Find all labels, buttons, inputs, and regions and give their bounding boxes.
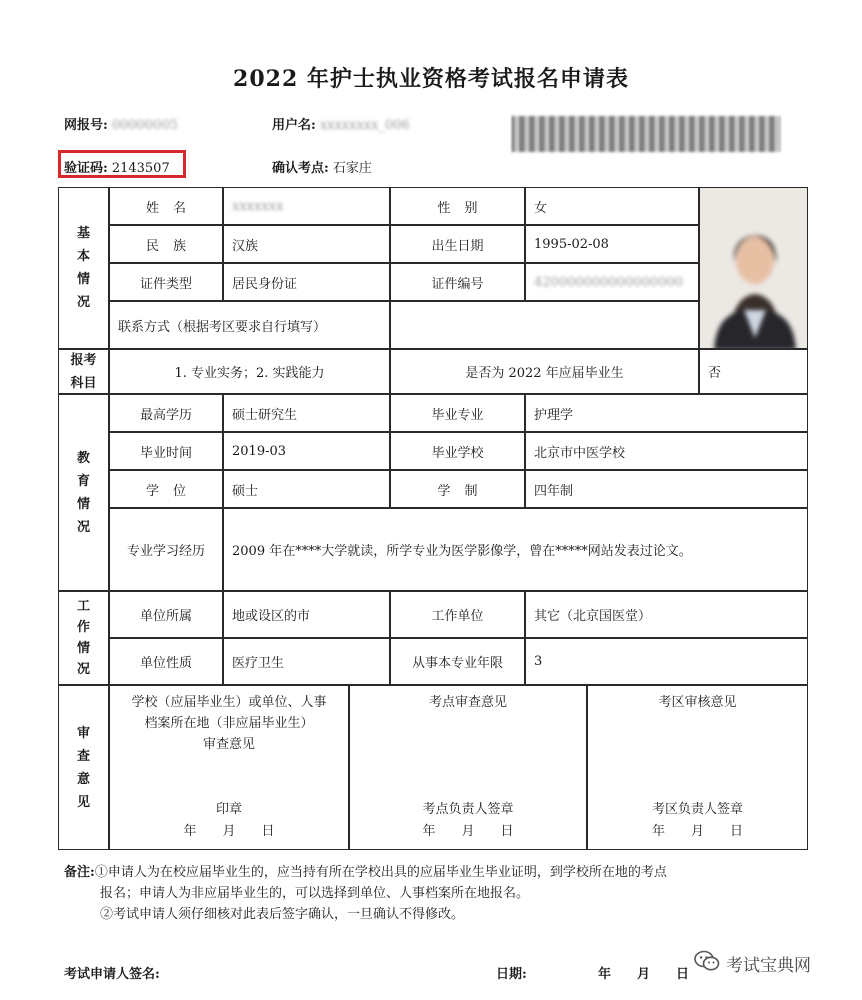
review-exam-area <box>587 685 808 850</box>
remarks-label: 备注: <box>64 865 95 880</box>
net-no-field <box>64 114 178 133</box>
unit-nature-value: 医疗卫生 <box>223 638 390 685</box>
footer-date: 年 月 日 <box>598 967 690 982</box>
review-school-unit <box>109 685 349 850</box>
subject-value: 1. 专业实务；2. 实践能力 <box>109 349 390 394</box>
review-col1-line2: 档案所在地（非应届毕业生） <box>144 716 314 731</box>
review-col3-date: 年 月 日 <box>651 824 743 839</box>
form-title: 2022 年护士执业资格考试报名申请表 <box>233 66 629 92</box>
contact-value <box>390 301 699 349</box>
gender-value: 女 <box>525 187 699 225</box>
remarks <box>64 862 667 925</box>
footer-date-label: 日期: <box>496 967 527 982</box>
verify-code-field <box>64 157 170 176</box>
watermark-text: 考试宝典网 <box>726 956 811 976</box>
idtype-value: 居民身份证 <box>223 263 390 301</box>
barcode <box>512 116 780 152</box>
watermark <box>694 950 811 977</box>
major-value: 护理学 <box>525 394 808 432</box>
review-col1-date: 年 月 日 <box>183 824 275 839</box>
unit-label: 单位所属 <box>109 591 223 638</box>
review-col1-line1: 学校（应届毕业生）或单位、人事 <box>131 695 327 710</box>
section-work: 工作情况 <box>58 591 109 685</box>
net-no-label: 网报号: <box>64 118 108 133</box>
remarks-line1: ①申请人为在校应届毕业生的，应当持有所在学校出具的应届毕业生毕业证明，到学校所在地的考点 <box>94 865 667 880</box>
grad-time-label: 毕业时间 <box>109 432 223 470</box>
fresh-graduate-label: 是否为 2022 年应届毕业生 <box>390 349 699 394</box>
review-col3-title: 考区审核意见 <box>658 695 737 710</box>
name-value: xxxxxxx <box>223 187 390 225</box>
review-col2-title: 考点审查意见 <box>428 695 507 710</box>
verify-code-value: 2143507 <box>111 161 170 176</box>
birth-label: 出生日期 <box>390 225 525 263</box>
degree-label: 最高学历 <box>109 394 223 432</box>
remarks-line2: 报名；申请人为非应届毕业生的，可以选择到单位、人事档案所在地报名。 <box>100 886 530 901</box>
fresh-graduate-value: 否 <box>699 349 808 394</box>
exam-site-value: 石家庄 <box>332 161 372 176</box>
idno-value: 420000000000000000 <box>525 263 699 301</box>
degree-value: 硕士研究生 <box>223 394 390 432</box>
section-education: 教育情况 <box>58 394 109 591</box>
workplace-label: 工作单位 <box>390 591 525 638</box>
xuezhi-label: 学制 <box>390 470 525 508</box>
work-years-value: 3 <box>525 638 808 685</box>
idno-label: 证件编号 <box>390 263 525 301</box>
net-no-value: 00000005 <box>111 118 178 133</box>
section-basic: 基本情况 <box>58 187 109 349</box>
username-label: 用户名: <box>272 118 316 133</box>
section-review: 审查意见 <box>58 685 109 850</box>
xuewei-value: 硕士 <box>223 470 390 508</box>
username-value: xxxxxxxx_006 <box>319 118 410 133</box>
review-col2-sign: 考点负责人签章 <box>422 802 514 817</box>
grad-time-value: 2019-03 <box>223 432 390 470</box>
ethnic-value: 汉族 <box>223 225 390 263</box>
wechat-icon <box>694 950 720 977</box>
seal-label: 印章 <box>215 802 242 817</box>
major-label: 毕业专业 <box>390 394 525 432</box>
applicant-signature-label: 考试申请人签名: <box>64 967 160 982</box>
workplace-value: 其它（北京国医堂） <box>525 591 808 638</box>
review-col3-sign: 考区负责人签章 <box>651 802 743 817</box>
ethnic-label: 民族 <box>109 225 223 263</box>
review-exam-site <box>349 685 587 850</box>
idtype-label: 证件类型 <box>109 263 223 301</box>
verify-code-label: 验证码: <box>64 161 108 176</box>
school-label: 毕业学校 <box>390 432 525 470</box>
name-label: 姓名 <box>109 187 223 225</box>
section-subject: 报考科目 <box>58 349 109 394</box>
remarks-line3: ②考试申请人须仔细核对此表后签字确认，一旦确认不得修改。 <box>100 907 465 922</box>
application-form-table <box>58 187 808 850</box>
contact-label: 联系方式（根据考区要求自行填写） <box>109 301 390 349</box>
work-years-label: 从事本专业年限 <box>390 638 525 685</box>
study-history-value: 2009 年在****大学就读，所学专业为医学影像学，曾在*****网站发表过论文。 <box>223 508 808 591</box>
gender-label: 性别 <box>390 187 525 225</box>
xuezhi-value: 四年制 <box>525 470 808 508</box>
school-value: 北京市中医学校 <box>525 432 808 470</box>
review-col1-line3: 审查意见 <box>202 737 255 752</box>
unit-value: 地或设区的市 <box>223 591 390 638</box>
exam-site-label: 确认考点: <box>272 161 329 176</box>
exam-site-field <box>272 157 372 176</box>
study-history-label: 专业学习经历 <box>109 508 223 591</box>
review-col2-date: 年 月 日 <box>422 824 514 839</box>
unit-nature-label: 单位性质 <box>109 638 223 685</box>
applicant-photo <box>699 187 808 349</box>
birth-value: 1995-02-08 <box>525 225 699 263</box>
username-field <box>272 114 410 133</box>
xuewei-label: 学位 <box>109 470 223 508</box>
